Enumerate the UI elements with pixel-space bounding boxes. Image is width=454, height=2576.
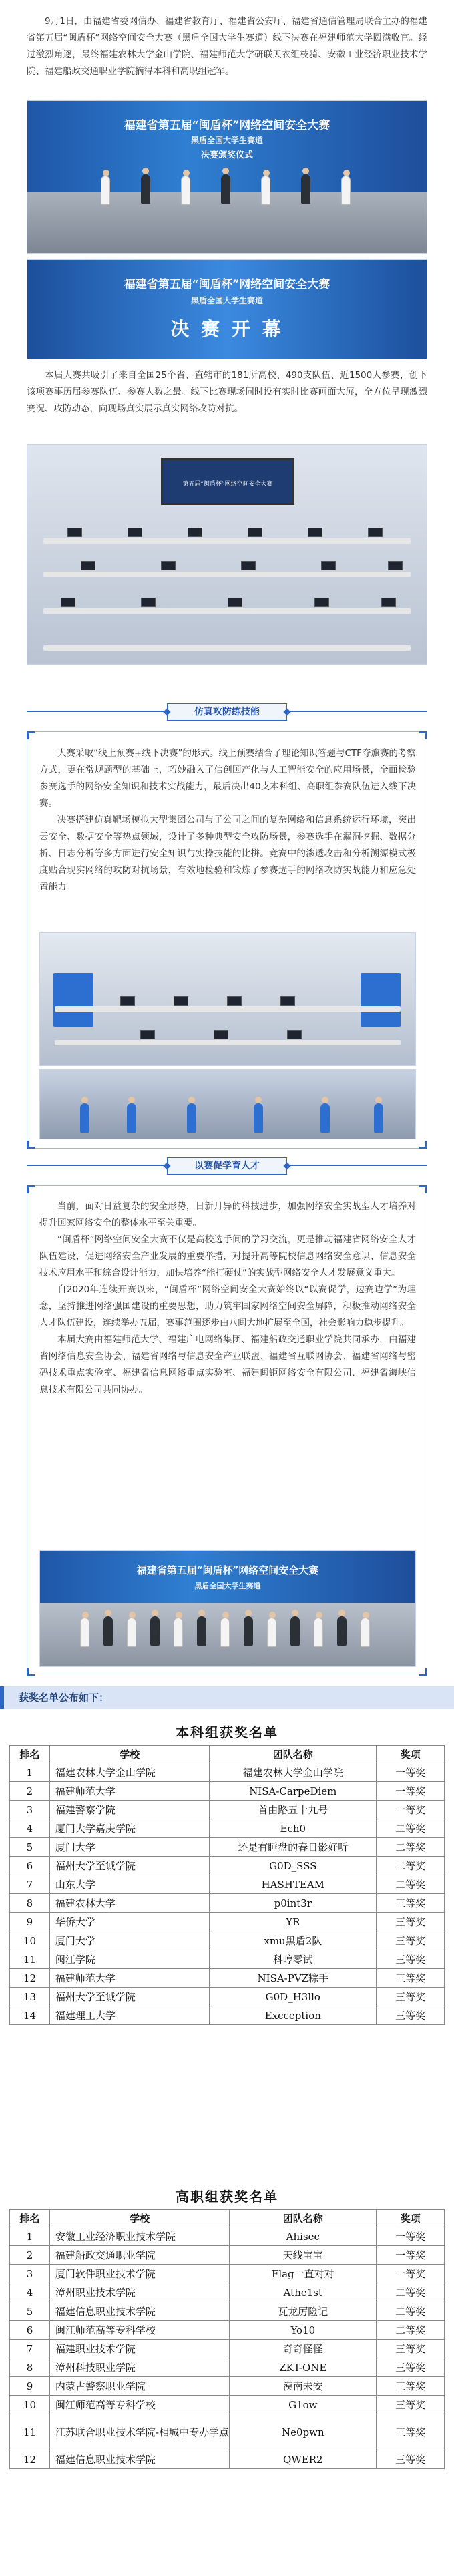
opening-banner-line1: 福建省第五届“闽盾杯”网络空间安全大赛 xyxy=(124,278,330,291)
undergrad-team-cell: NISA-PVZ粽手 xyxy=(210,1969,377,1988)
vocational-team-cell: Flag一直对对 xyxy=(230,2265,377,2283)
vocational-table-row xyxy=(10,2321,445,2340)
undergrad-table-row xyxy=(10,1894,445,1913)
undergrad-col-school: 学校 xyxy=(49,1746,210,1763)
undergrad-table-row xyxy=(10,1801,445,1819)
vocational-table-row xyxy=(10,2246,445,2265)
undergrad-team-cell: p0int3r xyxy=(210,1894,377,1913)
vocational-rank-cell: 4 xyxy=(10,2283,50,2302)
vocational-table-row xyxy=(10,2377,445,2396)
ceremony-banner-line2: 黑盾全国大学生赛道 xyxy=(190,136,263,145)
competition-hall-photo xyxy=(27,444,427,665)
undergrad-award-table xyxy=(9,1720,445,2025)
intro-paragraph-1: 9月1日，由福建省委网信办、福建省教育厅、福建省公安厅、福建省通信管理局联合主办的福建省第五届“闽盾杯”网络空间安全大赛（黑盾全国大学生赛道）线下决赛在福建师范大学圆满收官。经过激烈角逐，最终福建农林大学金山学院、福建师范大学研联天衣组枝骑、安徽工业经济职业技术学院、福建船政交通职业学院摘得本科和高职组冠军。 xyxy=(27,16,427,77)
ceremony-photo xyxy=(27,100,427,254)
section-2-paragraph-3: 自2020年连续开赛以来，“闽盾杯”网络空间安全大赛始终以“以赛促学，边赛边学”为理念，坚持推进网络强国建设的重要思想，助力筑牢国家网络空间安全屏障，积极推动网络安全人才队伍建设，连续举办五届，赛事范围逐步由八闽大地扩展至全国，社会影响力稳步提升。 xyxy=(39,1284,416,1328)
undergrad-team-cell: Excception xyxy=(210,2006,377,2025)
undergrad-school-cell: 山东大学 xyxy=(49,1875,210,1894)
undergrad-rank-cell: 10 xyxy=(10,1931,50,1950)
undergrad-school-cell: 福建师范大学 xyxy=(49,1969,210,1988)
undergrad-table-row xyxy=(10,1763,445,1782)
vocational-team-cell: 漠南未安 xyxy=(230,2377,377,2396)
vocational-table-row xyxy=(10,2302,445,2321)
vocational-rank-cell: 6 xyxy=(10,2321,50,2340)
contest-floor-photo xyxy=(39,932,416,1066)
undergrad-award-cell: 二等奖 xyxy=(377,1875,445,1894)
vocational-table-row xyxy=(10,2340,445,2358)
vocational-team-cell: Yo10 xyxy=(230,2321,377,2340)
vocational-header-row xyxy=(10,2210,445,2227)
vocational-school-cell: 闽江师范高等专科学校 xyxy=(49,2396,230,2414)
section-2-paragraph-2: “闽盾杯”网络空间安全大赛不仅是高校选手间的学习交流，更是推动福建省网络安全人才队伍建设，促进网络安全产业发展的重要举措，对提升高等院校信息网络安全意识、信息安全技术应用水平和综合设计能力，加快培养“能打硬仗”的实战型网络安全人才发展意义重大。 xyxy=(39,1234,416,1278)
vocational-rank-cell: 3 xyxy=(10,2265,50,2283)
undergrad-table-row xyxy=(10,1857,445,1875)
vocational-award-cell: 二等奖 xyxy=(377,2321,445,2340)
vocational-col-team: 团队名称 xyxy=(230,2210,377,2227)
vocational-award-cell: 一等奖 xyxy=(377,2246,445,2265)
vocational-team-cell: 天线宝宝 xyxy=(230,2246,377,2265)
vocational-col-award: 奖项 xyxy=(377,2210,445,2227)
section-1-paragraph-1: 大赛采取“线上预赛+线下决赛”的形式。线上预赛结合了理论知识答题与CTF夺旗赛的考察方式，更在常规题型的基础上，巧妙融入了信创国产化与人工智能安全的应用场景，全面检验参赛选手的网络安全知识和技术实战能力，最后决出40支本科组、高职组参赛队伍进入线下决赛。 xyxy=(39,748,416,809)
vocational-school-cell: 内蒙古警察职业学院 xyxy=(49,2377,230,2396)
hall-screen xyxy=(161,458,294,505)
undergrad-award-cell: 一等奖 xyxy=(377,1763,445,1782)
vocational-table-row xyxy=(10,2414,445,2450)
vocational-table-row xyxy=(10,2265,445,2283)
undergrad-team-cell: YR xyxy=(210,1913,377,1931)
vocational-table-row xyxy=(10,2450,445,2469)
undergrad-award-cell: 三等奖 xyxy=(377,1913,445,1931)
vocational-award-cell: 三等奖 xyxy=(377,2340,445,2358)
section-2-paragraph-1: 当前，面对日益复杂的安全形势，日新月异的科技进步，加强网络安全实战型人才培养对提升国家网络安全的整体水平至关重要。 xyxy=(39,1201,416,1228)
undergrad-school-cell: 厦门大学 xyxy=(49,1931,210,1950)
undergrad-school-cell: 福建理工大学 xyxy=(49,2006,210,2025)
undergrad-rank-cell: 2 xyxy=(10,1782,50,1801)
undergrad-header-row xyxy=(10,1746,445,1763)
section-1-panel xyxy=(27,731,427,1149)
hall-screen-title: 第五届“闽盾杯”网络空间安全大赛 xyxy=(182,481,273,488)
undergrad-school-cell: 福建师范大学 xyxy=(49,1782,210,1801)
group-banner-line2: 黑盾全国大学生赛道 xyxy=(194,1582,261,1590)
vocational-school-cell: 福建信息职业技术学院 xyxy=(49,2450,230,2469)
section-heading-2-label: 以赛促学育人才 xyxy=(167,1157,287,1175)
undergrad-award-cell: 三等奖 xyxy=(377,1969,445,1988)
undergrad-team-cell: 还是有睡盘的春日影好听 xyxy=(210,1838,377,1857)
vocational-team-cell: Athe1st xyxy=(230,2283,377,2302)
undergrad-rank-cell: 13 xyxy=(10,1988,50,2006)
section-heading-1-label: 仿真攻防练技能 xyxy=(167,703,287,721)
undergrad-rank-cell: 12 xyxy=(10,1969,50,1988)
vocational-rank-cell: 9 xyxy=(10,2377,50,2396)
undergrad-school-cell: 厦门大学 xyxy=(49,1838,210,1857)
award-list-header-label: 获奖名单公布如下： xyxy=(19,1692,109,1704)
undergrad-award-cell: 一等奖 xyxy=(377,1782,445,1801)
section-2-paragraph-4: 本届大赛由福建师范大学、福建广电网络集团、福建船政交通职业学院共同承办，由福建省网络信息安全协会、福建省网络与信息安全产业联盟、福建省互联网协会、福建省网络与密码技术重点实验室、福建省信息网络重点实验室、福建闽钜网络安全有限公司、福建省海峡信息技术有限公司共同协办。 xyxy=(39,1334,416,1395)
section-1-paragraph-2: 决赛搭建仿真靶场模拟大型集团公司与子公司之间的复杂网络和信息系统运行环境，突出云安全、数据安全等热点领域，设计了多种典型安全攻防场景，参赛选手在漏洞挖掘、数据分析、日志分析等多方面进行安全知识与实操技能的比拼。竞赛中的渗透攻击和分析溯源模式极度贴合现实网络的攻防对抗场景，有效地检验和锻炼了参赛选手的网络攻防实战能力和应急处置能力。 xyxy=(39,815,416,892)
undergrad-rank-cell: 1 xyxy=(10,1763,50,1782)
opening-banner-line3: 决 赛 开 幕 xyxy=(170,318,284,340)
vocational-award-cell: 三等奖 xyxy=(377,2450,445,2469)
undergrad-school-cell: 华侨大学 xyxy=(49,1913,210,1931)
vocational-rank-cell: 1 xyxy=(10,2227,50,2246)
undergrad-school-cell: 厦门大学嘉庚学院 xyxy=(49,1819,210,1838)
vocational-rank-cell: 8 xyxy=(10,2358,50,2377)
undergrad-team-cell: Ech0 xyxy=(210,1819,377,1838)
undergrad-rank-cell: 7 xyxy=(10,1875,50,1894)
section-2-panel xyxy=(27,1185,427,1676)
vocational-school-cell: 江苏联合职业技术学院-相城中专办学点 xyxy=(49,2414,230,2450)
undergrad-award-cell: 三等奖 xyxy=(377,1931,445,1950)
vocational-table-row xyxy=(10,2396,445,2414)
vocational-school-cell: 厦门软件职业技术学院 xyxy=(49,2265,230,2283)
section-heading-2 xyxy=(0,1152,454,1179)
vocational-school-cell: 福建船政交通职业学院 xyxy=(49,2246,230,2265)
contestants-photo xyxy=(39,1069,416,1139)
vocational-award-cell: 三等奖 xyxy=(377,2396,445,2414)
undergrad-rank-cell: 8 xyxy=(10,1894,50,1913)
section-heading-1 xyxy=(0,698,454,725)
undergrad-award-cell: 三等奖 xyxy=(377,1894,445,1913)
vocational-table-title: 高职组获奖名单 xyxy=(176,2189,278,2205)
vocational-award-table xyxy=(9,2184,445,2469)
award-list-header xyxy=(0,1686,454,1709)
vocational-table-row xyxy=(10,2283,445,2302)
vocational-school-cell: 漳州职业技术学院 xyxy=(49,2283,230,2302)
undergrad-table-row xyxy=(10,1838,445,1857)
undergrad-rank-cell: 11 xyxy=(10,1950,50,1969)
vocational-rank-cell: 11 xyxy=(10,2414,50,2450)
undergrad-rank-cell: 3 xyxy=(10,1801,50,1819)
undergrad-table-row xyxy=(10,1913,445,1931)
undergrad-rank-cell: 9 xyxy=(10,1913,50,1931)
undergrad-award-cell: 二等奖 xyxy=(377,1857,445,1875)
undergrad-col-team: 团队名称 xyxy=(210,1746,377,1763)
undergrad-rank-cell: 4 xyxy=(10,1819,50,1838)
vocational-rank-cell: 2 xyxy=(10,2246,50,2265)
intro-paragraph-2: 本届大赛共吸引了来自全国25个省、直辖市的181所高校、490支队伍、近1500人参赛，创下该项赛事历届参赛队伍、参赛人数之最。线下比赛现场同时设有实时比赛画面大屏，全方位呈现激烈赛况、攻防动态，向现场真实展示真实网络攻防对抗。 xyxy=(27,370,427,414)
vocational-rank-cell: 12 xyxy=(10,2450,50,2469)
vocational-team-cell: QWER2 xyxy=(230,2450,377,2469)
vocational-award-cell: 三等奖 xyxy=(377,2377,445,2396)
vocational-award-cell: 二等奖 xyxy=(377,2283,445,2302)
vocational-award-cell: 三等奖 xyxy=(377,2358,445,2377)
undergrad-table-row xyxy=(10,1931,445,1950)
vocational-rank-cell: 10 xyxy=(10,2396,50,2414)
undergrad-rank-cell: 6 xyxy=(10,1857,50,1875)
undergrad-school-cell: 闽江学院 xyxy=(49,1950,210,1969)
undergrad-table-title: 本科组获奖名单 xyxy=(176,1724,278,1740)
vocational-col-school: 学校 xyxy=(49,2210,230,2227)
group-photo xyxy=(39,1550,416,1667)
undergrad-table-row xyxy=(10,1875,445,1894)
ceremony-banner-line3: 决赛颁奖仪式 xyxy=(200,150,253,160)
undergrad-table-row xyxy=(10,1819,445,1838)
undergrad-team-cell: 福建农林大学金山学院 xyxy=(210,1763,377,1782)
vocational-rank-cell: 7 xyxy=(10,2340,50,2358)
vocational-award-cell: 三等奖 xyxy=(377,2414,445,2450)
undergrad-table-row xyxy=(10,1969,445,1988)
undergrad-table-row xyxy=(10,2006,445,2025)
undergrad-col-rank: 排名 xyxy=(10,1746,50,1763)
group-banner-line1: 福建省第五届“闽盾杯”网络空间安全大赛 xyxy=(136,1564,319,1576)
undergrad-award-cell: 三等奖 xyxy=(377,1950,445,1969)
opening-banner-line2: 黑盾全国大学生赛道 xyxy=(190,296,263,305)
vocational-school-cell: 安徽工业经济职业技术学院 xyxy=(49,2227,230,2246)
undergrad-team-cell: NISA-CarpeDiem xyxy=(210,1782,377,1801)
intro-section-2 xyxy=(27,367,427,417)
undergrad-award-cell: 二等奖 xyxy=(377,1819,445,1838)
undergrad-rank-cell: 14 xyxy=(10,2006,50,2025)
vocational-team-cell: 奇奇怪怪 xyxy=(230,2340,377,2358)
undergrad-school-cell: 福建农林大学 xyxy=(49,1894,210,1913)
vocational-school-cell: 闽江师范高等专科学校 xyxy=(49,2321,230,2340)
vocational-award-cell: 二等奖 xyxy=(377,2302,445,2321)
undergrad-col-award: 奖项 xyxy=(377,1746,445,1763)
undergrad-award-cell: 三等奖 xyxy=(377,2006,445,2025)
undergrad-team-cell: G0D_H3llo xyxy=(210,1988,377,2006)
vocational-team-cell: 瓦龙厉险记 xyxy=(230,2302,377,2321)
undergrad-table-row xyxy=(10,1988,445,2006)
undergrad-team-cell: 科哼零试 xyxy=(210,1950,377,1969)
undergrad-team-cell: HASHTEAM xyxy=(210,1875,377,1894)
undergrad-table-row xyxy=(10,1782,445,1801)
vocational-school-cell: 漳州科技职业学院 xyxy=(49,2358,230,2377)
opening-photo xyxy=(27,259,427,359)
intro-section xyxy=(27,13,427,80)
undergrad-award-cell: 三等奖 xyxy=(377,1988,445,2006)
undergrad-rank-cell: 5 xyxy=(10,1838,50,1857)
undergrad-school-cell: 福建警察学院 xyxy=(49,1801,210,1819)
vocational-table-row xyxy=(10,2227,445,2246)
undergrad-team-cell: G0D_SSS xyxy=(210,1857,377,1875)
vocational-award-cell: 一等奖 xyxy=(377,2265,445,2283)
vocational-school-cell: 福建信息职业技术学院 xyxy=(49,2302,230,2321)
undergrad-team-cell: xmu黑盾2队 xyxy=(210,1931,377,1950)
vocational-table-row xyxy=(10,2358,445,2377)
vocational-team-cell: Ahisec xyxy=(230,2227,377,2246)
undergrad-school-cell: 福建农林大学金山学院 xyxy=(49,1763,210,1782)
vocational-school-cell: 福建职业技术学院 xyxy=(49,2340,230,2358)
undergrad-award-cell: 二等奖 xyxy=(377,1838,445,1857)
vocational-team-cell: ZKT-ONE xyxy=(230,2358,377,2377)
undergrad-table-row xyxy=(10,1950,445,1969)
vocational-team-cell: Ne0pwn xyxy=(230,2414,377,2450)
vocational-col-rank: 排名 xyxy=(10,2210,50,2227)
undergrad-award-cell: 一等奖 xyxy=(377,1801,445,1819)
vocational-rank-cell: 5 xyxy=(10,2302,50,2321)
undergrad-team-cell: 首由路五十九号 xyxy=(210,1801,377,1819)
vocational-team-cell: G1ow xyxy=(230,2396,377,2414)
undergrad-school-cell: 福州大学至诚学院 xyxy=(49,1857,210,1875)
ceremony-banner-line1: 福建省第五届“闽盾杯”网络空间安全大赛 xyxy=(124,119,330,132)
undergrad-school-cell: 福州大学至诚学院 xyxy=(49,1988,210,2006)
vocational-award-cell: 一等奖 xyxy=(377,2227,445,2246)
